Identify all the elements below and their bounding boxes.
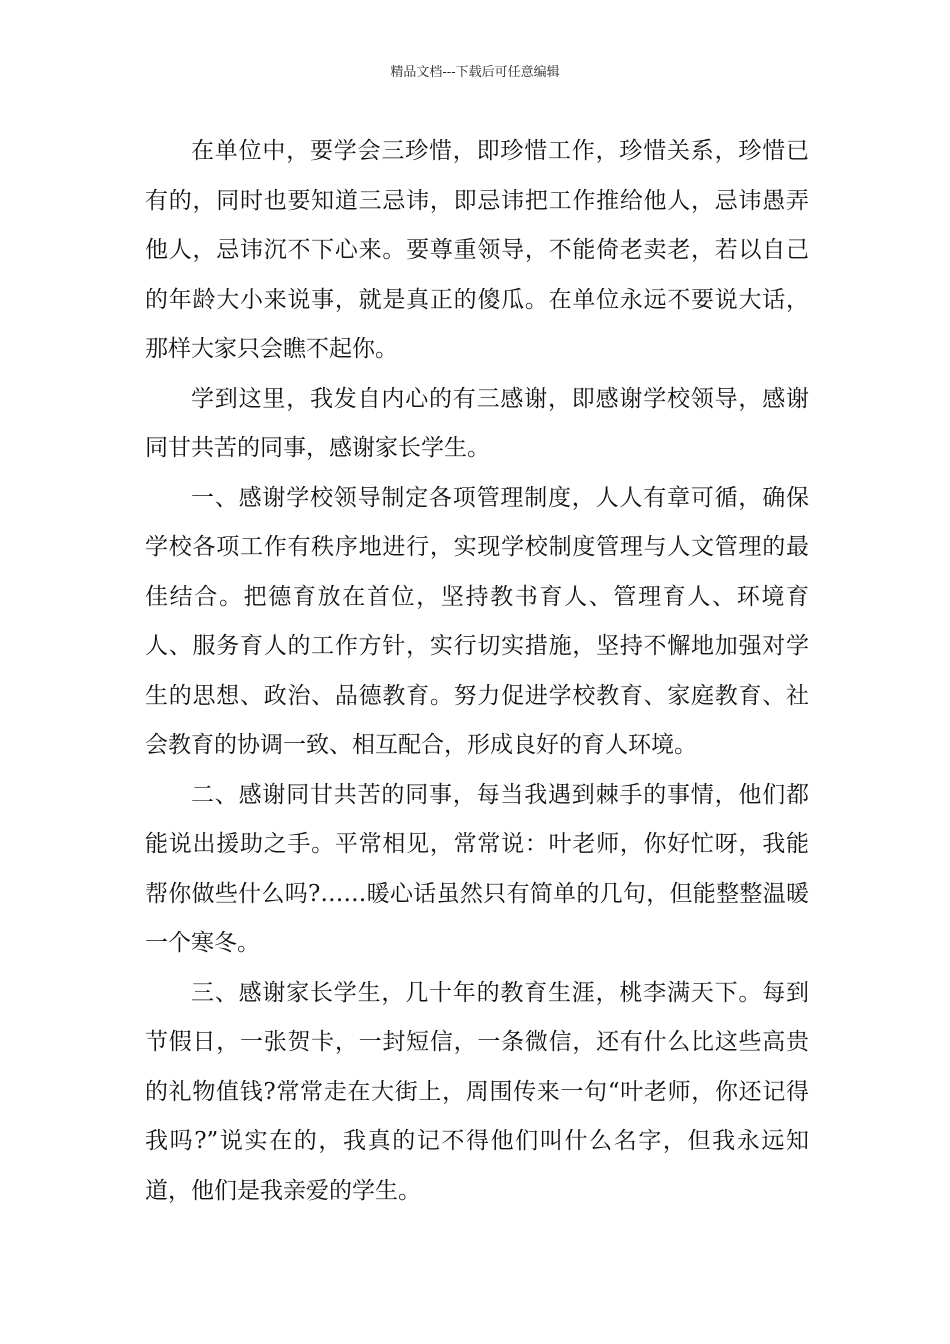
paragraph-thanks-colleagues: 二、感谢同甘共苦的同事，每当我遇到棘手的事情，他们都能说出援助之手。平常相见，常常说：叶老师，你好忙呀，我能帮你做些什么吗?……暖心话虽然只有简单的几句，但能整整温暖一个寒冬。 xyxy=(145,781,809,956)
paragraph-thanks-leaders: 一、感谢学校领导制定各项管理制度，人人有章可循，确保学校各项工作有秩序地进行，实现学校制度管理与人文管理的最佳结合。把德育放在首位，坚持教书育人、管理育人、环境育人、服务育人的工作方针，实行切实措施，坚持不懈地加强对学生的思想、政治、品德教育。努力促进学校教育、家庭教育、社会教育的协调一致、相互配合，形成良好的育人环境。 xyxy=(145,484,809,758)
document-body xyxy=(145,127,809,1216)
paragraph-thanks-parents-students: 三、感谢家长学生，几十年的教育生涯，桃李满天下。每到节假日，一张贺卡，一封短信，一条微信，还有什么比这些高贵的礼物值钱?常常走在大街上，周围传来一句“叶老师，你还记得我吗?”说实在的，我真的记不得他们叫什么名字，但我永远知道，他们是我亲爱的学生。 xyxy=(145,979,809,1204)
paragraph-three-treasures: 在单位中，要学会三珍惜，即珍惜工作，珍惜关系，珍惜已有的，同时也要知道三忌讳，即忌讳把工作推给他人，忌讳愚弄他人，忌讳沉不下心来。要尊重领导，不能倚老卖老，若以自己的年龄大小来说事，就是真正的傻瓜。在单位永远不要说大话，那样大家只会瞧不起你。 xyxy=(145,138,809,362)
page-header: 精品文档---下载后可任意编辑 xyxy=(390,65,560,80)
paragraph-three-thanks: 学到这里，我发自内心的有三感谢，即感谢学校领导，感谢同甘共苦的同事，感谢家长学生。 xyxy=(145,385,809,461)
